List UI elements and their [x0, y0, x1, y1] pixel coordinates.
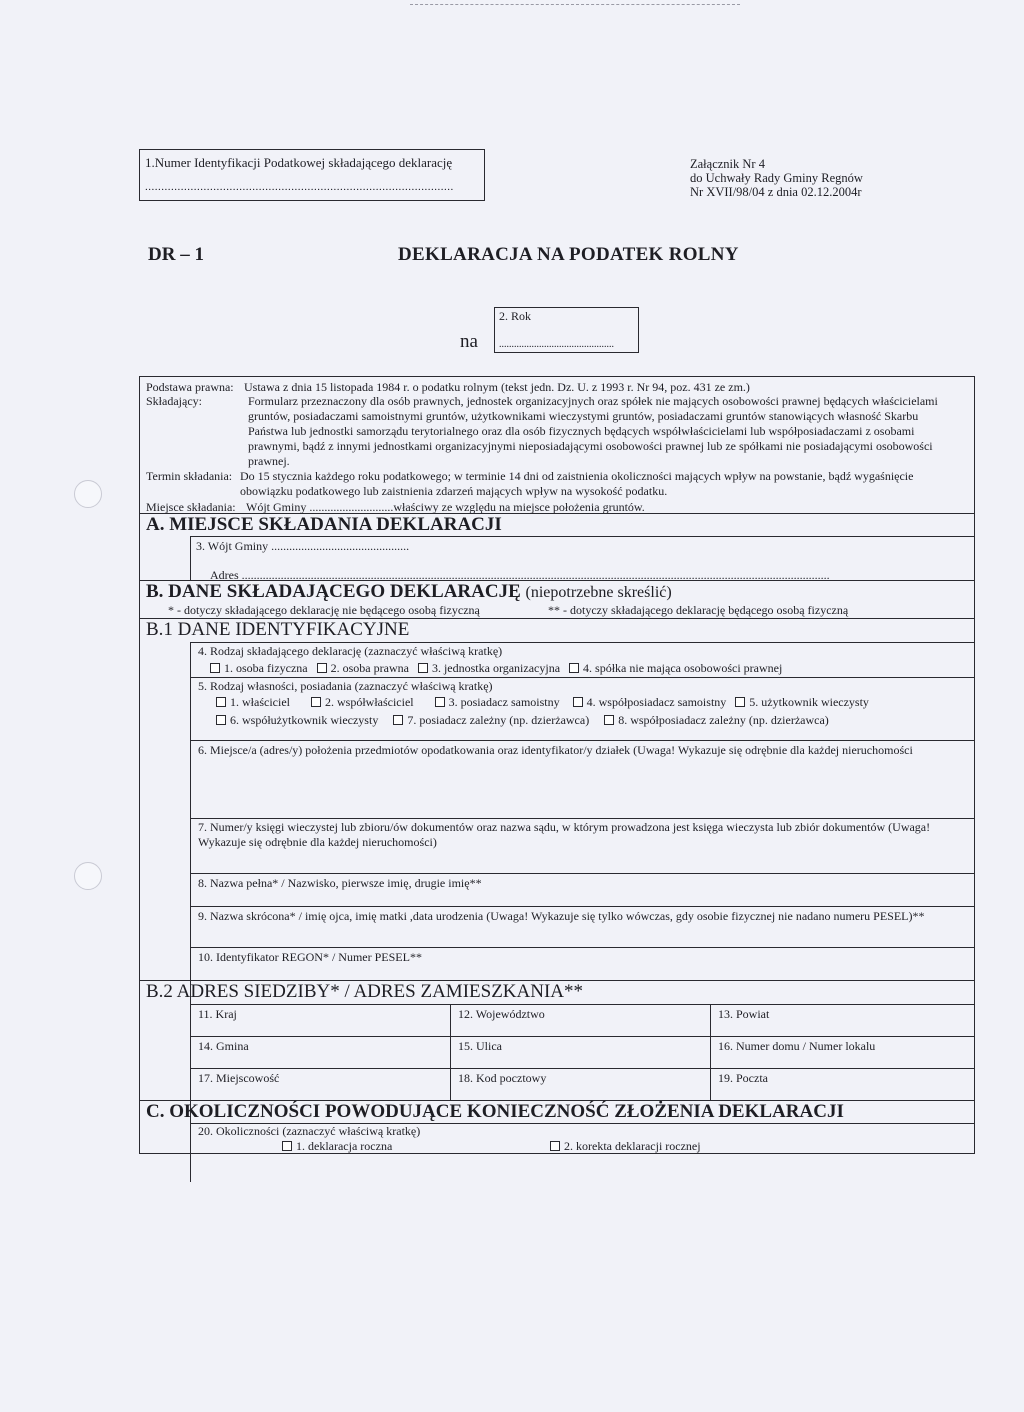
- field-9-input[interactable]: [191, 907, 974, 947]
- nip-label: 1.Numer Identyfikacji Podatkowej składającego deklarację: [145, 155, 453, 170]
- option-label: 7. posiadacz zależny (np. dzierżawca): [407, 713, 590, 727]
- option-label: 3. jednostka organizacyjna: [431, 661, 561, 675]
- attachment-note: [690, 157, 863, 199]
- field-post-office[interactable]: 19. Poczta: [718, 1071, 768, 1085]
- field-locality[interactable]: 17. Miejscowość: [198, 1071, 280, 1085]
- attachment-line: Nr XVII/98/04 z dnia 02.12.2004r: [690, 185, 862, 199]
- year-field[interactable]: [494, 307, 639, 353]
- checkbox[interactable]: [210, 663, 220, 673]
- field-country[interactable]: 11. Kraj: [198, 1007, 237, 1021]
- nip-field[interactable]: [139, 149, 485, 201]
- option-label: 6. współużytkownik wieczysty: [230, 713, 379, 727]
- year-label: 2. Rok: [499, 309, 532, 323]
- option-label: 3. posiadacz samoistny: [448, 695, 560, 709]
- field-county[interactable]: 13. Powiat: [718, 1007, 770, 1021]
- year-prefix: na: [460, 331, 478, 352]
- checkbox[interactable]: [735, 697, 745, 707]
- checkbox[interactable]: [282, 1141, 292, 1151]
- option-dependent-holder[interactable]: [393, 713, 589, 727]
- form-body: [139, 376, 975, 1154]
- filer-label: Składający:: [146, 394, 202, 408]
- field-5-label: 5. Rodzaj własności, posiadania (zaznaczyć właściwą kratkę): [198, 679, 493, 693]
- checkbox[interactable]: [569, 663, 579, 673]
- place-label: Miejsce składania:: [146, 500, 236, 514]
- field-3-office[interactable]: 3. Wójt Gminy ..............................................: [196, 539, 410, 553]
- divider: [190, 1004, 974, 1005]
- checkbox[interactable]: [573, 697, 583, 707]
- column-line: [450, 1004, 451, 1100]
- option-label: 8. współposiadacz zależny (np. dzierżawca): [618, 713, 829, 727]
- option-correction[interactable]: [550, 1139, 701, 1153]
- attachment-line: do Uchwały Rady Gminy Regnów: [690, 171, 863, 185]
- field-voivodeship[interactable]: 12. Województwo: [458, 1007, 545, 1021]
- punch-hole: [74, 862, 102, 890]
- option-co-holder[interactable]: [573, 695, 727, 709]
- section-b-title: [146, 582, 672, 603]
- option-label: 2. współwłaściciel: [324, 695, 414, 709]
- indent-line: [190, 1123, 191, 1153]
- field-4-label: 4. Rodzaj składającego deklarację (zaznaczyć właściwą kratkę): [198, 644, 503, 658]
- form-title: DEKLARACJA NA PODATEK ROLNY: [398, 244, 739, 265]
- checkbox[interactable]: [216, 697, 226, 707]
- field-postal-code[interactable]: 18. Kod pocztowy: [458, 1071, 547, 1085]
- field-10-input[interactable]: [191, 948, 974, 980]
- section-b-title-text: B. DANE SKŁADAJĄCEGO DEKLARACJĘ: [146, 581, 521, 602]
- option-label: 1. właściciel: [230, 695, 290, 709]
- option-legal-person[interactable]: [317, 661, 409, 675]
- checkbox[interactable]: [550, 1141, 560, 1151]
- note-natural-person: ** - dotyczy składającego deklarację będącego osobą fizyczną: [548, 603, 849, 617]
- form-code: DR – 1: [148, 244, 204, 265]
- field-municipality[interactable]: 14. Gmina: [198, 1039, 249, 1053]
- option-perpetual-user[interactable]: [735, 695, 869, 709]
- checkbox[interactable]: [317, 663, 327, 673]
- basis-label: Podstawa prawna:: [146, 380, 234, 394]
- indent-line: [190, 1004, 191, 1100]
- option-independent-holder[interactable]: [435, 695, 560, 709]
- filer-text: Formularz przeznaczony dla osób prawnych, jednostek organizacyjnych oraz spółek nie mających osobowości prawnej będących właścicielami gruntów, posiadaczami samoistnymi gruntów, użytkownikami wieczystymi gruntów, posiadaczami gruntów stanowiących własność Skarbu Państwa lub jednostki samorządu terytorialnego oraz dla osób fizycznych będących współwłaścicielami lub współposiadaczami z osobami prawnymi, bądź z innymi jednostkami organizacyjnymi nieposiadającymi osobowości prawnej lub ze spółkami nie posiadającymi osobowości prawnej.: [248, 394, 938, 468]
- section-b2-title: B.2 ADRES SIEDZIBY* / ADRES ZAMIESZKANIA**: [146, 981, 584, 1002]
- option-perpetual-co-user[interactable]: [216, 713, 378, 727]
- field-address[interactable]: Adres ....................................................................................................................................................................................................: [210, 568, 830, 582]
- option-organizational-unit[interactable]: [418, 661, 560, 675]
- field-5-row-1: [216, 695, 875, 709]
- nip-dots: ...............................................................................................: [145, 181, 454, 193]
- basis-text: Ustawa z dnia 15 listopada 1984 r. o podatku rolnym (tekst jedn. Dz. U. z 1993 r. Nr 94, poz. 431 ze zm.): [244, 380, 750, 394]
- divider: [190, 642, 974, 643]
- field-10-label: 10. Identyfikator REGON* / Numer PESEL**: [198, 950, 422, 964]
- option-partnership[interactable]: [569, 661, 782, 675]
- option-label: 4. współposiadacz samoistny: [586, 695, 727, 709]
- checkbox[interactable]: [216, 715, 226, 725]
- field-7-label: 7. Numer/y księgi wieczystej lub zbioru/ów dokumentów oraz nazwa sądu, w którym prowadzona jest księga wieczysta lub zbiór dokumentów (Uwaga! Wykazuje się odrębnie dla każdej nieruchomości): [198, 820, 931, 849]
- place-text: Wójt Gminy ............................właściwy ze względu na miejsce położenia gruntów.: [246, 500, 645, 514]
- field-6-input[interactable]: [191, 741, 974, 818]
- option-label: 1. deklaracja roczna: [296, 1139, 393, 1153]
- column-line: [710, 1004, 711, 1100]
- checkbox[interactable]: [393, 715, 403, 725]
- checkbox[interactable]: [418, 663, 428, 673]
- field-8-input[interactable]: [191, 874, 974, 906]
- field-9-label: 9. Nazwa skrócona* / imię ojca, imię matki ,data urodzenia (Uwaga! Wykazuje się tylko wówczas, gdy osobie fizycznej nie nadano numeru PESEL)**: [198, 909, 925, 923]
- deadline-label: Termin składania:: [146, 469, 233, 483]
- option-co-owner[interactable]: [311, 695, 414, 709]
- section-a-title: A. MIEJSCE SKŁADANIA DEKLARACJI: [146, 514, 502, 535]
- checkbox[interactable]: [435, 697, 445, 707]
- option-label: 1. osoba fizyczna: [224, 661, 308, 675]
- option-label: 4. spółka nie mająca osobowości prawnej: [583, 661, 783, 675]
- field-street[interactable]: 15. Ulica: [458, 1039, 502, 1053]
- option-label: 2. osoba prawna: [330, 661, 409, 675]
- indent-line: [190, 536, 191, 580]
- year-dots: ..............................................: [499, 339, 614, 350]
- punch-hole: [74, 480, 102, 508]
- scan-artifact: [410, 4, 740, 5]
- option-annual-declaration[interactable]: [282, 1139, 392, 1153]
- option-natural-person[interactable]: [210, 661, 308, 675]
- divider: [190, 1036, 974, 1037]
- option-owner[interactable]: [216, 695, 290, 709]
- field-20-label: 20. Okoliczności (zaznaczyć właściwą kratkę): [198, 1124, 421, 1138]
- deadline-text: Do 15 stycznia każdego roku podatkowego; w terminie 14 dni od zaistnienia okoliczności mających wpływ na powstanie, bądź wygaśnięcie obowiązku podatkowego lub zaistnienia zdarzeń mających wpływ na wysokość podatku.: [240, 469, 914, 498]
- option-label: 5. użytkownik wieczysty: [749, 695, 869, 709]
- divider: [190, 677, 974, 678]
- field-5-row-2: [216, 713, 835, 727]
- field-house-number[interactable]: 16. Numer domu / Numer lokalu: [718, 1039, 876, 1053]
- section-c-title: C. OKOLICZNOŚCI POWODUJĄCE KONIECZNOŚĆ ZŁOŻENIA DEKLARACJI: [146, 1101, 844, 1122]
- option-label: 2. korekta deklaracji rocznej: [564, 1139, 701, 1153]
- section-b-title-note: (niepotrzebne skreślić): [525, 584, 672, 601]
- divider: [190, 1068, 974, 1069]
- divider: [190, 536, 974, 537]
- checkbox[interactable]: [311, 697, 321, 707]
- field-8-label: 8. Nazwa pełna* / Nazwisko, pierwsze imię, drugie imię**: [198, 876, 482, 890]
- field-7-input[interactable]: [191, 819, 974, 873]
- checkbox[interactable]: [604, 715, 614, 725]
- note-legal-entity: * - dotyczy składającego deklarację nie będącego osobą fizyczną: [168, 603, 480, 617]
- section-b1-title: B.1 DANE IDENTYFIKACYJNE: [146, 619, 410, 640]
- field-4-options: [210, 661, 788, 675]
- attachment-line: Załącznik Nr 4: [690, 157, 765, 171]
- field-6-label: 6. Miejsce/a (adres/y) położenia przedmiotów opodatkowania oraz identyfikator/y działek (Uwaga! Wykazuje się odrębnie dla każdej nieruchomości: [198, 743, 913, 757]
- option-dependent-co-holder[interactable]: [604, 713, 829, 727]
